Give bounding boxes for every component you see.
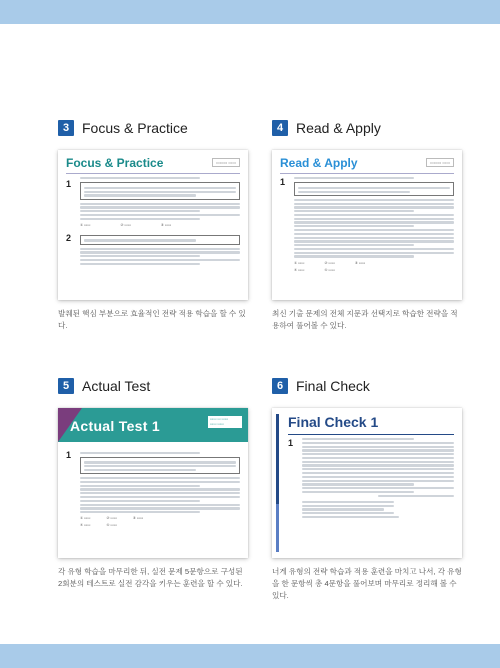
section-number: 4	[272, 120, 288, 136]
section-actual-test	[58, 376, 248, 590]
section-final-check	[272, 376, 462, 602]
card-title: Focus & Practice	[66, 156, 164, 170]
question-number: 2	[66, 232, 72, 243]
section-number: 3	[58, 120, 74, 136]
passage-box	[80, 235, 240, 245]
section-focus-practice	[58, 118, 248, 332]
score-box: ▭▭ ▭ ▭▭ ▭▭ ▭▭	[208, 416, 242, 428]
section-caption: 각 유형 학습을 마무리한 뒤, 실전 문제 5문항으로 구성된 2회분의 테스트로 실전 감각을 키우는 훈련을 할 수 있다.	[58, 567, 243, 588]
actual-test-thumbnail: Actual Test 1 ▭▭ ▭ ▭▭ ▭▭ ▭▭ 1 ① ▭▭ ② ▭▭ ③ ▭▭ ④ ▭▭ ⑤ ▭▭	[58, 408, 248, 558]
question-number: 1	[280, 177, 286, 187]
read-apply-thumbnail: Read & Apply ▭▭▭ ▭▭ 1 ① ▭▭ ② ▭▭ ③ ▭▭ ④ ▭▭ ⑤ ▭▭	[272, 150, 462, 300]
section-caption: 발췌된 핵심 부분으로 효율적인 전략 적용 학습을 할 수 있다.	[58, 309, 246, 330]
section-caption: 최신 기출 문제의 전체 지문과 선택지로 학습한 전략을 적용하여 풀어볼 수 있다.	[272, 309, 458, 330]
passage-box	[294, 182, 454, 196]
section-caption: 너게 유형의 전략 학습과 적용 훈련을 마치고 나서, 각 유형을 한 문항씩 총 4문항을 풀어보며 마무리로 정리해 볼 수 있다.	[272, 567, 462, 600]
top-band	[0, 0, 500, 24]
section-read-apply	[272, 118, 462, 332]
focus-practice-thumbnail: Focus & Practice ▭▭▭ ▭▭ 1 ① ▭▭ ② ▭▭ ③ ▭▭ 2	[58, 150, 248, 300]
question-number: 1	[66, 179, 72, 190]
section-title: Focus & Practice	[82, 120, 188, 136]
card-title: Actual Test 1	[70, 418, 160, 434]
section-number: 5	[58, 378, 74, 394]
section-number: 6	[272, 378, 288, 394]
bottom-band	[0, 644, 500, 668]
section-title: Final Check	[296, 378, 370, 394]
card-title: Read & Apply	[280, 156, 358, 170]
section-title: Actual Test	[82, 378, 151, 394]
question-number: 1	[66, 450, 72, 460]
question-number: 1	[288, 438, 294, 448]
side-bar-accent	[276, 504, 279, 552]
card-tag: ▭▭▭ ▭▭	[426, 158, 454, 167]
section-title: Read & Apply	[296, 120, 381, 136]
card-tag: ▭▭▭ ▭▭	[212, 158, 240, 167]
card-title: Final Check 1	[288, 414, 379, 430]
passage-box	[80, 457, 240, 474]
final-check-thumbnail	[272, 408, 462, 558]
passage-box	[80, 182, 240, 199]
